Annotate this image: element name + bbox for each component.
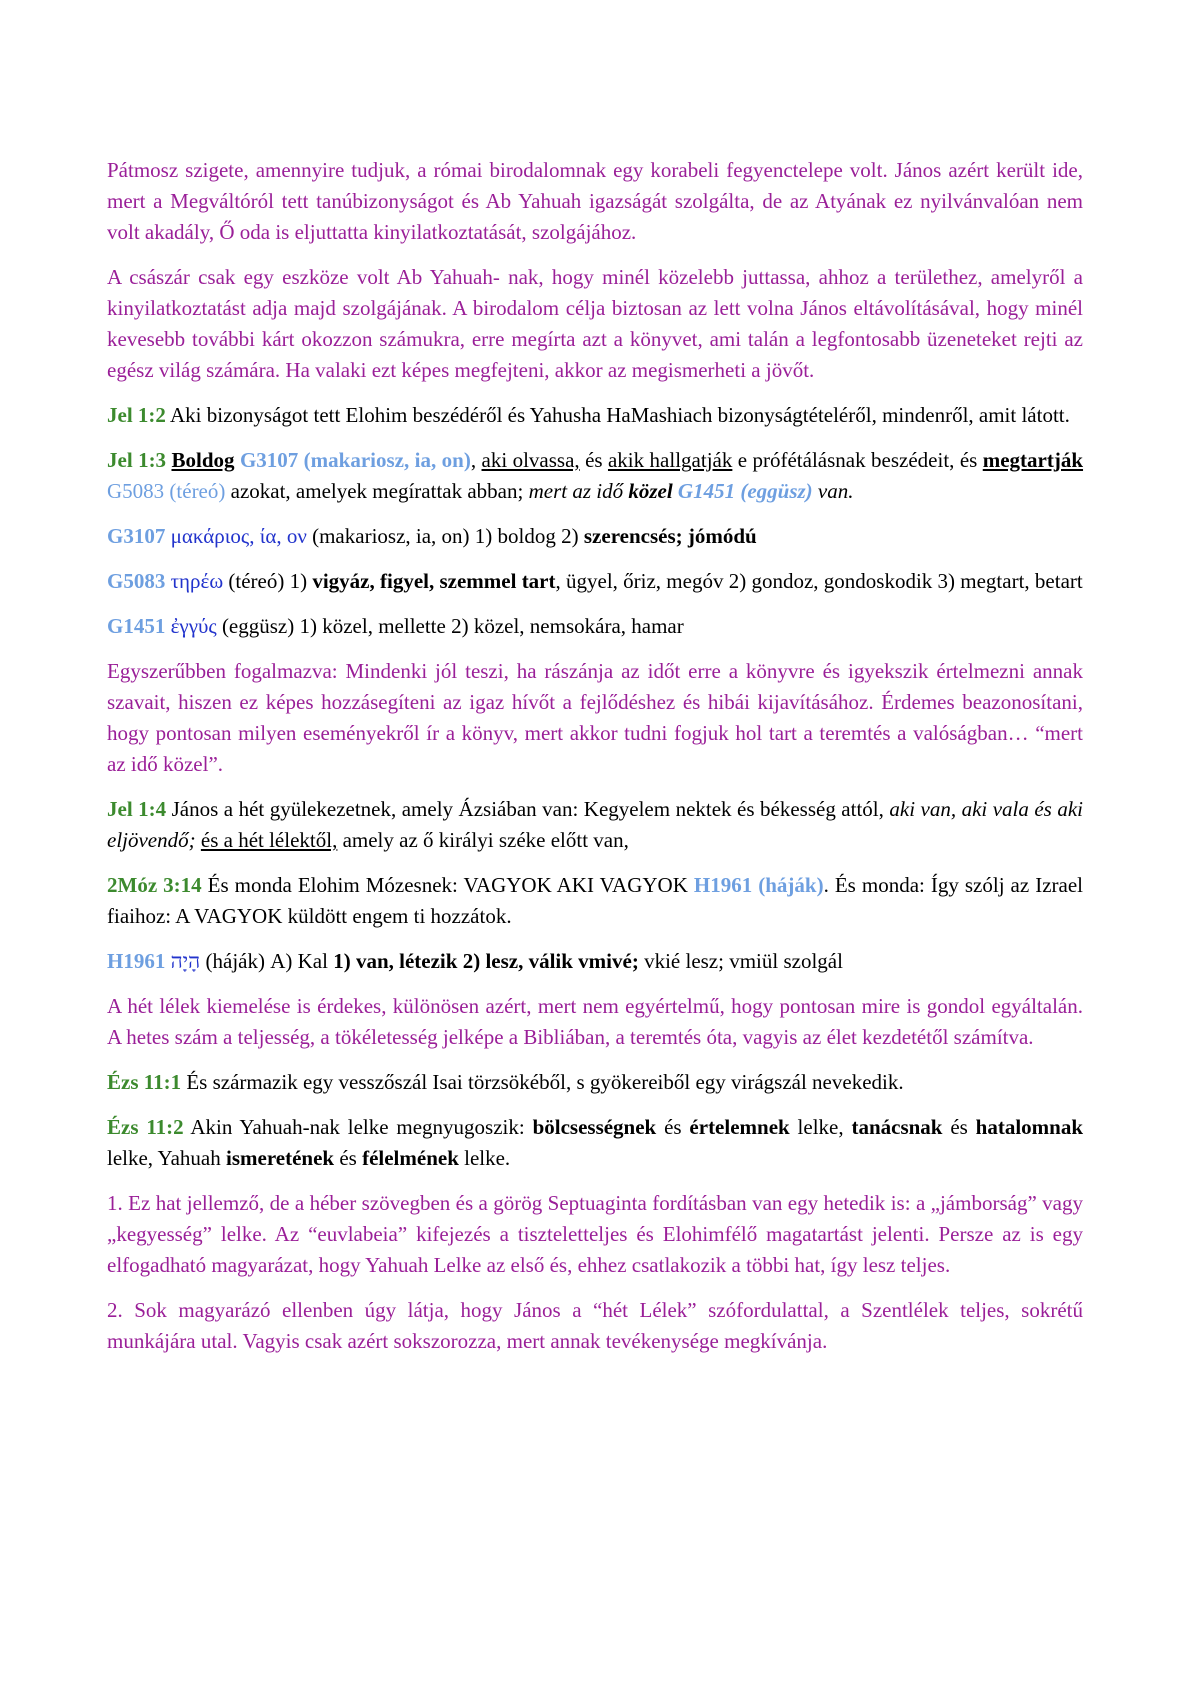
verse-jel-1-2 <box>107 400 1083 431</box>
greek-word: ἐγγύς <box>165 614 217 638</box>
verse-reference: Ézs 11:1 <box>107 1070 182 1094</box>
commentary-paragraph-6: 2. Sok magyarázó ellenben úgy látja, hogy János a “hét Lélek” szófordulattal, a Szentlélek teljes, sokrétű munkájára utal. Vagyis csak azért sokszorozza, mert annak tevékenysége megkívánja. <box>107 1298 1083 1353</box>
commentary-paragraph-1: Pátmosz szigete, amennyire tudjuk, a római birodalomnak egy korabeli fegyenctelepe volt. János azért került ide, mert a Megváltóról tett tanúbizonyságot és Ab Yahuah igazságát szolgálta, de az Atyának ez nyilvánvalóan nem volt akadály, Ő oda is eljuttatta kinyilatkoztatását, szolgájához. <box>107 158 1083 244</box>
lexicon-entry-g3107: G3107 μακάριος, ία, ον (makariosz, ia, on) 1) boldog 2) szerencsés; jómódú <box>107 524 757 548</box>
commentary-paragraph-3: Egyszerűbben fogalmazva: Mindenki jól teszi, ha rászánja az időt erre a könyvre és igyekszik értelmezni annak szavait, hiszen ez képes hozzásegíteni az igaz hívőt a fejlődéshez és hibái kijavításához. Érdemes beazonosítani, hogy pontosan milyen eseményekről ír a könyv, mert akkor tudni fogjuk hol tart a teremtés a valóságban… “mert az idő közel”. <box>107 659 1083 776</box>
strong-code: H1961 <box>107 949 166 973</box>
phrase-akik-hallgatjak: akik hallgatják <box>607 448 733 472</box>
strong-code: G1451 <box>107 614 166 638</box>
phrase-aki-olvassa: aki olvassa, <box>481 448 580 472</box>
verse-reference: Ézs 11:2 <box>107 1115 184 1139</box>
strong-code: G5083 <box>107 569 166 593</box>
strong-code-g5083: G5083 (téreó) <box>107 479 226 503</box>
word-megtartjak: megtartják <box>982 448 1084 472</box>
strong-code-g1451: G1451 (eggüsz) <box>677 479 813 503</box>
commentary-paragraph-2: A császár csak egy eszköze volt Ab Yahuah- nak, hogy minél közelebb juttassa, ahhoz a területhez, amelyről a kinyilatkoztatást adja majd szolgájának. A birodalom célja biztosan az lett volna János eltávolításával, hogy minél kevesebb további kárt okozzon számukra, erre megírta azt a könyvet, ami talán a legfontosabb üzeneteket rejti az egész világ számára. Ha valaki ezt képes megfejteni, akkor az megismerheti a jövőt. <box>107 265 1083 382</box>
lexicon-entry-g5083: G5083 τηρέω (téreó) 1) vigyáz, figyel, szemmel tart, ügyel, őriz, megóv 2) gondoz, gondoskodik 3) megtart, betart <box>107 569 1083 593</box>
verse-ezs-11-1: Ézs 11:1 És származik egy vesszőszál Isai törzsökéből, s gyökereiből egy virágszál nevekedik. <box>107 1070 904 1094</box>
word-van: van. <box>812 479 854 503</box>
verse-reference: Jel 1:4 <box>107 797 167 821</box>
hebrew-word: הָיָה <box>165 949 201 973</box>
verse-text: Aki bizonyságot tett Elohim beszédéről és Yahusha HaMashiach bizonyságtételéről, mindenről, amit látott. <box>165 403 1070 427</box>
verse-reference: Jel 1:3 <box>107 448 167 472</box>
verse-reference: 2Móz 3:14 <box>107 873 202 897</box>
lexicon-entry-h1961: H1961 הָיָה (háják) A) Kal 1) van, létezik 2) lesz, válik vmivé; vkié lesz; vmiül szolgál <box>107 949 843 973</box>
strong-code-h1961: H1961 (háják) <box>693 873 824 897</box>
word-boldog: Boldog <box>171 448 235 472</box>
commentary-paragraph-5: 1. Ez hat jellemző, de a héber szövegben és a görög Septuaginta fordításban van egy hetedik is: a „jámborság” vagy „kegyesség” lelke. Az “euvlabeia” kifejezés a tiszteletteljes és Elohimfélő magatartást jelenti. Persze az is egy elfogadható magyarázat, hogy Yahuah Lelke az első és, ehhez csatlakozik a többi hat, így lesz teljes. <box>107 1191 1083 1277</box>
greek-word: μακάριος, ία, ον <box>165 524 307 548</box>
verse-jel-1-3: Jel 1:3 Boldog G3107 (makariosz, ia, on), aki olvassa, és akik hallgatják e prófétálásnak beszédeit, és megtartják G5083 (téreó) azokat, amelyek megírattak abban; mert az idő közel G1451 (eggüsz) van. <box>107 448 1084 503</box>
strong-code: G3107 <box>107 524 166 548</box>
verse-2moz-3-14: 2Móz 3:14 És monda Elohim Mózesnek: VAGYOK AKI VAGYOK H1961 (háják). És monda: Így szólj az Izrael fiaihoz: A VAGYOK küldött engem ti hozzátok. <box>107 873 1083 928</box>
phrase-mert-az-ido: mert az idő <box>528 479 629 503</box>
word-kozel: közel <box>628 479 673 503</box>
lexicon-entry-g1451: G1451 ἐγγύς (eggüsz) 1) közel, mellette 2) közel, nemsokára, hamar <box>107 614 684 638</box>
greek-word: τηρέω <box>165 569 224 593</box>
verse-ezs-11-2: Ézs 11:2 Akin Yahuah-nak lelke megnyugoszik: bölcsességnek és értelemnek lelke, tanácsnak és hatalomnak lelke, Yahuah ismeretének és félelmének lelke. <box>107 1115 1084 1170</box>
verse-reference: Jel 1:2 <box>107 403 166 427</box>
commentary-paragraph-4: A hét lélek kiemelése is érdekes, különösen azért, mert nem egyértelmű, hogy pontosan mire is gondol egyáltalán. A hetes szám a teljesség, a tökéletesség jelképe a Bibliában, a teremtés óta, vagyis az élet kezdetétől számítva. <box>107 994 1083 1049</box>
verse-jel-1-4: Jel 1:4 János a hét gyülekezetnek, amely Ázsiában van: Kegyelem nektek és békesség attól, aki van, aki vala és aki eljövendő; és a hét lélektől, amely az ő királyi széke előtt van, <box>107 797 1083 852</box>
strong-code-g3107: G3107 (makariosz, ia, on) <box>239 448 471 472</box>
